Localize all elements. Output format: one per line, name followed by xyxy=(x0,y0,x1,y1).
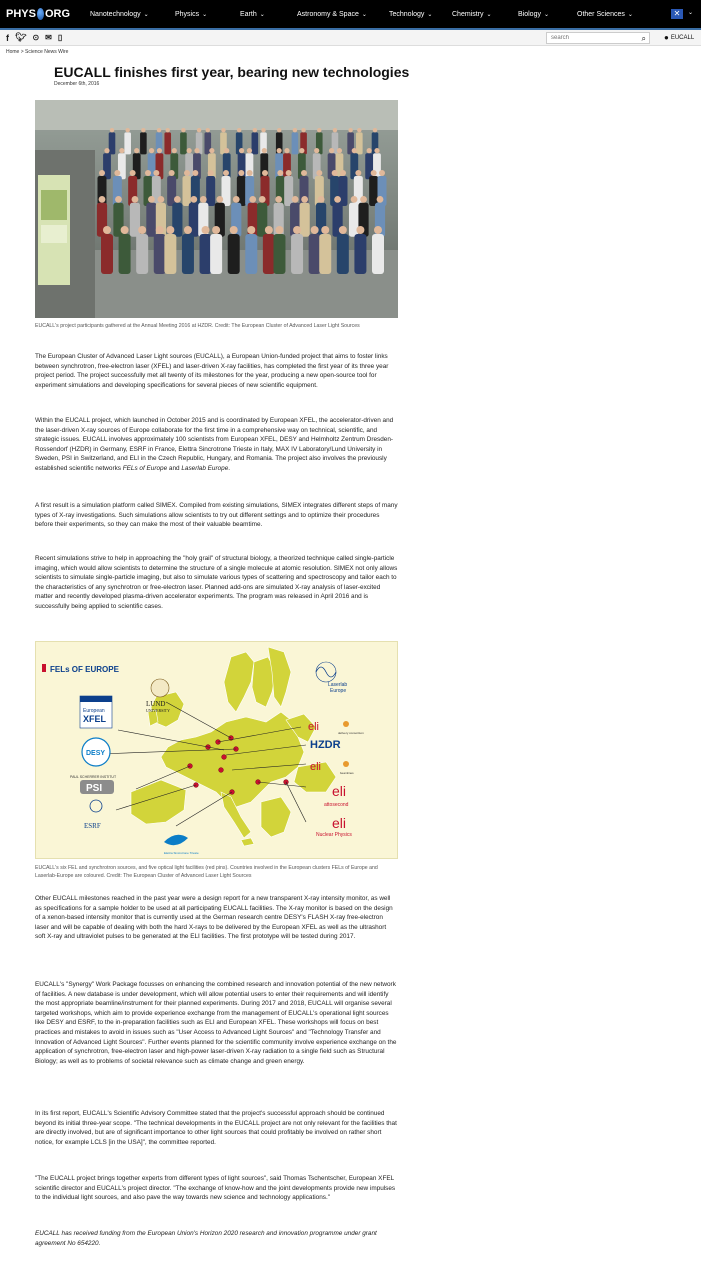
person-silhouette xyxy=(369,176,378,206)
laserlab-europe-link: Laserlab Europe xyxy=(181,464,229,472)
paragraph-2-text: Within the EUCALL project, which launched in October 2015 and is coordinated by European XFEL, the accelerator-driven and the laser-driven X-ray sources of Europe collaborate for the first time in a comprehensive way on technical, scientific, and strategic issues. EUCALL involves approximately 100 scientists from European XFEL, DESY and Helmholtz Zentrum Dresden-Rossendorf (HZDR) in Germany, ESRF in France, Elettra Sincrotrone Trieste in Italy, MAX IV Laboratory/Lund University in Sweden, PSI in Switzerland, and ELI in the Czech Republic, Hungary, and Romania. The project also involves the previously established scientific networks xyxy=(35,417,394,472)
person-silhouette xyxy=(183,176,192,206)
person-head xyxy=(223,170,229,176)
eli-np-logo: eli xyxy=(332,815,347,831)
eli-beamlines-sub: beamlines xyxy=(340,771,354,775)
person-head xyxy=(317,128,321,132)
chevron-down-icon: ⌄ xyxy=(361,11,367,18)
person-head xyxy=(216,196,223,203)
person-head xyxy=(301,128,305,132)
chevron-down-icon: ⌄ xyxy=(486,11,492,18)
person-head xyxy=(156,226,164,234)
person-head xyxy=(194,148,199,153)
desy-logo: DESY xyxy=(86,750,106,757)
nav-label: Technology xyxy=(389,10,425,18)
eli-delivery-logo: eli xyxy=(308,721,320,733)
person-head xyxy=(130,170,136,176)
map-caption: EUCALL's six FEL and synchrotron sources, and five optical light facilities (red pins). Countries involved in the European clusters FELs of Europe and Laserlab-Europe are coloured. Credit: The European Cluster of Advanced Laser Light Sources xyxy=(35,865,378,879)
person-head xyxy=(104,148,109,153)
person-head xyxy=(367,148,372,153)
person-head xyxy=(351,196,358,203)
fels-of-europe-link: FELs of Europe xyxy=(122,464,168,472)
person-head xyxy=(110,128,114,132)
person-head xyxy=(239,148,244,153)
person-head xyxy=(249,196,256,203)
person-silhouette xyxy=(263,234,275,274)
person-silhouette xyxy=(291,234,303,274)
person-head xyxy=(230,226,238,234)
hzdr-logo: HZDR xyxy=(310,739,341,751)
person-head xyxy=(334,196,341,203)
lund-logo-line2: UNIVERSITY xyxy=(146,708,170,713)
person-head xyxy=(265,226,273,234)
person-head xyxy=(275,226,283,234)
language-flag-icon[interactable]: ✕ xyxy=(671,9,683,19)
person-head xyxy=(316,170,322,176)
chevron-down-icon: ⌄ xyxy=(427,11,433,18)
person-head xyxy=(184,226,192,234)
social-bar xyxy=(0,30,701,46)
person-head xyxy=(332,170,338,176)
nav-item-technology[interactable] xyxy=(389,0,432,29)
person-silhouette xyxy=(136,234,148,274)
person-head xyxy=(153,170,159,176)
nav-item-nanotechnology[interactable] xyxy=(90,0,149,29)
person-head xyxy=(125,128,129,132)
person-head xyxy=(224,148,229,153)
person-head xyxy=(261,128,265,132)
person-head xyxy=(357,128,361,132)
nav-label: Other Sciences xyxy=(577,10,625,18)
person-head xyxy=(119,148,124,153)
person-silhouette xyxy=(200,234,212,274)
laserlab-logo-line1: Laserlab xyxy=(328,682,348,688)
photo-caption: EUCALL's project participants gathered at the Annual Meeting 2016 at HZDR. Credit: The European Cluster of Advanced Laser Light Sources xyxy=(35,323,360,329)
person-head xyxy=(374,226,382,234)
breadcrumb xyxy=(6,49,68,55)
person-head xyxy=(356,226,364,234)
person-head xyxy=(373,128,377,132)
person-silhouette xyxy=(140,132,147,154)
person-silhouette xyxy=(319,234,331,274)
person-silhouette xyxy=(354,234,366,274)
person-head xyxy=(292,196,299,203)
nav-item-other-sciences[interactable] xyxy=(577,0,633,29)
chevron-down-icon: ⌄ xyxy=(543,11,549,18)
person-silhouette xyxy=(300,203,310,237)
main-nav xyxy=(70,0,701,29)
globe-icon xyxy=(37,8,44,20)
person-silhouette xyxy=(252,132,259,154)
person-head xyxy=(184,170,190,176)
fels-of-europe-logo: FELs OF EUROPE xyxy=(50,665,119,674)
person-head xyxy=(134,148,139,153)
facebook-icon[interactable]: f xyxy=(6,32,9,43)
breadcrumb-science-news-wire[interactable]: Science News Wire xyxy=(25,49,69,55)
person-head xyxy=(284,148,289,153)
article-date: December 6th, 2016 xyxy=(54,81,100,87)
nav-label: Biology xyxy=(518,10,541,18)
mobile-icon[interactable]: ▯ xyxy=(57,33,63,42)
email-icon[interactable]: ✉ xyxy=(45,33,52,42)
site-logo[interactable] xyxy=(0,0,70,29)
top-navbar xyxy=(0,0,701,30)
breadcrumb-separator: > xyxy=(20,49,26,55)
person-silhouette xyxy=(182,234,194,274)
person-head xyxy=(311,226,319,234)
person-head xyxy=(121,226,129,234)
social-icons xyxy=(0,32,62,43)
rss-icon[interactable]: ⊙ xyxy=(32,33,40,42)
person-silhouette xyxy=(101,234,113,274)
nav-label: Earth xyxy=(240,10,257,18)
person-head xyxy=(360,196,367,203)
person-head xyxy=(157,148,162,153)
facilities-map[interactable] xyxy=(35,641,398,859)
person-silhouette xyxy=(103,153,111,179)
logo-text-right: ORG xyxy=(44,8,70,20)
person-head xyxy=(99,170,105,176)
person-head xyxy=(318,196,325,203)
person-head xyxy=(299,148,304,153)
person-silhouette xyxy=(130,203,140,237)
chevron-down-icon[interactable]: ⌄ xyxy=(687,10,693,16)
paragraph-2 xyxy=(35,416,398,474)
person-head xyxy=(262,148,267,153)
person-silhouette xyxy=(109,132,116,154)
european-xfel-logo-line1: European xyxy=(83,708,105,714)
person-head xyxy=(169,170,175,176)
person-silhouette xyxy=(124,132,131,154)
person-head xyxy=(301,170,307,176)
person-silhouette xyxy=(164,132,171,154)
person-head xyxy=(209,148,214,153)
european-xfel-logo-line2: XFEL xyxy=(83,714,107,724)
nav-item-chemistry[interactable] xyxy=(452,0,492,29)
person-head xyxy=(275,196,282,203)
laserlab-logo-line2: Europe xyxy=(330,688,347,694)
person-head xyxy=(348,128,352,132)
nav-label: Physics xyxy=(175,10,200,18)
eli-beamlines-logo: eli xyxy=(310,761,322,773)
person-head xyxy=(212,226,220,234)
person-head xyxy=(262,170,268,176)
nav-item-earth[interactable] xyxy=(240,0,265,29)
person-silhouette xyxy=(228,234,240,274)
person-head xyxy=(221,128,225,132)
user-menu[interactable] xyxy=(664,33,694,42)
person-head xyxy=(377,196,384,203)
person-head xyxy=(206,128,210,132)
person-head xyxy=(190,196,197,203)
person-head xyxy=(355,170,361,176)
nav-item-biology[interactable] xyxy=(518,0,549,29)
breadcrumb-home[interactable]: Home xyxy=(6,49,20,55)
person-head xyxy=(277,170,283,176)
person-head xyxy=(293,128,297,132)
person-head xyxy=(237,128,241,132)
logo-text-left: PHYS xyxy=(6,8,36,20)
twitter-icon[interactable]: 🐦︎ xyxy=(15,32,27,42)
chevron-down-icon: ⌄ xyxy=(202,11,208,18)
person-head xyxy=(157,128,161,132)
eli-delivery-sub: delivery consortium xyxy=(338,731,364,735)
psi-logo: PSI xyxy=(86,783,103,794)
paragraph-5: Other EUCALL milestones reached in the past year were a design report for a new transparent X-ray intensity monitor, as well as specifications for a sample holder to be used at all participating EUCALL facilities. The X-ray monitor is based on the design of a xenon-based intensity monitor that is currently used at the German research centre DESY's FLASH X-ray free-electron laser and will be capable of dealing with both the hard X-rays to be delivered by the European XFEL as well as the ultrashort soft X-ray and ultraviolet pulses to be generated at the ELI facilities. The first prototype will be tested during 2017. xyxy=(35,895,393,941)
paragraph-2-and: and xyxy=(167,464,182,472)
search-box xyxy=(546,32,650,44)
person-silhouette xyxy=(146,203,156,237)
person-head xyxy=(132,196,139,203)
nav-label: Astronomy & Space xyxy=(297,10,359,18)
person-silhouette xyxy=(337,234,349,274)
person-head xyxy=(115,196,122,203)
person-head xyxy=(174,196,181,203)
paragraph-9-funding: EUCALL has received funding from the European Union's Horizon 2020 research and innovation programme under grant agreement No 654220. xyxy=(35,1230,377,1247)
person-head xyxy=(374,148,379,153)
article-title: EUCALL finishes first year, bearing new technologies xyxy=(54,64,410,80)
person-head xyxy=(172,148,177,153)
person-head xyxy=(337,148,342,153)
person-head xyxy=(339,226,347,234)
person-silhouette xyxy=(273,234,285,274)
person-head xyxy=(187,148,192,153)
person-head xyxy=(371,170,377,176)
eli-np-sub: Nuclear Physics xyxy=(316,832,352,838)
person-silhouette xyxy=(206,176,215,206)
person-head xyxy=(148,196,155,203)
person-head xyxy=(149,148,154,153)
nav-item-astronomy-space[interactable] xyxy=(297,0,367,29)
nav-label: Nanotechnology xyxy=(90,10,141,18)
person-head xyxy=(197,128,201,132)
paragraph-2-end: . xyxy=(228,464,231,472)
person-head xyxy=(238,170,244,176)
elettra-logo: Elettra Sincrotrone Trieste xyxy=(164,851,199,855)
person-head xyxy=(166,128,170,132)
paragraph-8: "The EUCALL project brings together experts from different types of light sources", said Thomas Tschentscher, European XFEL scientific director and EUCALL's project director. "The exchange of know-how and the joint developments provide new impulses to the individual light sources, and also pave the way towards new science and technology applications." xyxy=(35,1175,396,1202)
person-head xyxy=(352,148,357,153)
person-head xyxy=(157,196,164,203)
person-head xyxy=(379,170,385,176)
person-head xyxy=(202,226,210,234)
person-silhouette xyxy=(154,234,166,274)
person-silhouette xyxy=(356,132,363,154)
person-head xyxy=(340,170,346,176)
person-silhouette xyxy=(292,132,299,154)
person-head xyxy=(103,226,111,234)
person-head xyxy=(253,128,257,132)
person-head xyxy=(293,226,301,234)
esrf-logo: ESRF xyxy=(84,822,101,830)
person-silhouette xyxy=(245,234,257,274)
search-input[interactable] xyxy=(547,33,637,43)
user-icon: ● xyxy=(664,33,669,42)
person-head xyxy=(286,170,292,176)
paragraph-1: The European Cluster of Advanced Laser Light sources (EUCALL), a European Union-funded project that aims to foster links between synchrotron, free-electron laser (XFEL) and laser-driven X-ray facilities, has completed the first year of its three year project period. The project successfully met all twenty of its milestones for the year, producing a new open-source tool for experiment simulations and developing specifications for several pieces of new scientific equipment. xyxy=(35,353,389,389)
person-head xyxy=(329,148,334,153)
nav-label: Chemistry xyxy=(452,10,484,18)
person-head xyxy=(301,196,308,203)
person-head xyxy=(138,226,146,234)
paragraph-6: EUCALL's "Synergy" Work Package focusses on enhancing the combined research and innovation potential of the new network of facilities. A new database is under development, which will allow potential users to enter their requirements and will identify the most appropriate beamline/instrument for their planned experiments. During 2017 and 2018, EUCALL will organise several targeted workshops, which aim to provide experience exchange from the management of EUCALL's operational light sources like DESY and ESRF, to the in-preparation facilities such as ELI and European XFEL. These workshops will focus on best practices and mistakes to avoid in issues such as "User Access to Advanced Light Sources" and "Technology Transfer and Innovation of Advanced Light Sources". Further events planned for the scientific community involve experience exchange on the application of synchrotron, free-electron laser and high-power laser-driven X-ray radiation to a single field such as Structural Biology; as well as to problems of societal relevance such as climate change and green energy. xyxy=(35,981,397,1065)
eli-attosecond-sub: attosecond xyxy=(324,802,349,808)
person-head xyxy=(247,148,252,153)
psi-logo-top: PAUL SCHERRER INSTITUT xyxy=(70,775,117,779)
person-silhouette xyxy=(284,176,293,206)
paragraph-3: A first result is a simulation platform called SIMEX. Compiled from existing simulations, SIMEX integrates different steps of many types of X-ray investigations. Such simulations allow scientists to try out different settings and to optimize their procedures before their experiments, so they can make the most of their valuable beamtime. xyxy=(35,502,398,529)
person-head xyxy=(321,226,329,234)
person-head xyxy=(277,128,281,132)
person-head xyxy=(145,170,151,176)
person-silhouette xyxy=(180,132,187,154)
person-head xyxy=(259,196,266,203)
person-head xyxy=(192,170,198,176)
person-head xyxy=(247,170,253,176)
person-head xyxy=(99,196,106,203)
person-silhouette xyxy=(119,234,131,274)
person-head xyxy=(233,196,240,203)
europe-map-graphic xyxy=(36,642,397,858)
person-head xyxy=(181,128,185,132)
person-silhouette xyxy=(222,176,231,206)
person-head xyxy=(247,226,255,234)
chevron-down-icon: ⌄ xyxy=(143,11,149,18)
person-silhouette xyxy=(309,234,321,274)
lund-logo-line1: LUND xyxy=(146,700,166,708)
person-head xyxy=(114,170,120,176)
person-silhouette xyxy=(164,234,176,274)
person-head xyxy=(141,128,145,132)
person-head xyxy=(314,148,319,153)
group-photo-graphic xyxy=(35,100,398,318)
person-silhouette xyxy=(372,234,384,274)
eli-attosecond-logo: eli xyxy=(332,783,347,799)
paragraph-4: Recent simulations strive to help in approaching the "holy grail" of structural biology, a theorized technique called single-particle imaging, which would allow scientists to determine the structure of a single molecule at atomic resolution. SIMEX not only allows scientists to simulate single-particle imaging, but also to simulate various types of scattering and spectroscopy and tailor each to the characteristics of any synchrotron or free-electron laser. Planned add-ons are simulated X-ray analysis of laser-excited matter and recently developed plasma-driven accelerator experiments. The program was released in April 2016 and is successfully being applied to scientific cases. xyxy=(35,555,398,610)
person-head xyxy=(277,148,282,153)
group-photo[interactable] xyxy=(35,100,398,318)
person-head xyxy=(200,196,207,203)
chevron-down-icon: ⌄ xyxy=(259,11,265,18)
paragraph-7: In its first report, EUCALL's Scientific Advisory Committee stated that the project's successful approach should be continued beyond its initial three-year scope. "The technical developments in the EUCALL project are not only relevant for the facilities that are directly involved, but are of significant importance to other light sources that could profitably be involved on rather short notice, for example LCLS [in the USA]", the committee reported. xyxy=(35,1110,397,1146)
person-head xyxy=(166,226,174,234)
user-label: EUCALL xyxy=(670,34,695,41)
person-silhouette xyxy=(210,234,222,274)
nav-item-physics[interactable] xyxy=(175,0,207,29)
chevron-down-icon: ⌄ xyxy=(627,11,633,18)
person-head xyxy=(208,170,214,176)
search-icon[interactable]: ⌕ xyxy=(641,34,646,43)
person-head xyxy=(333,128,337,132)
